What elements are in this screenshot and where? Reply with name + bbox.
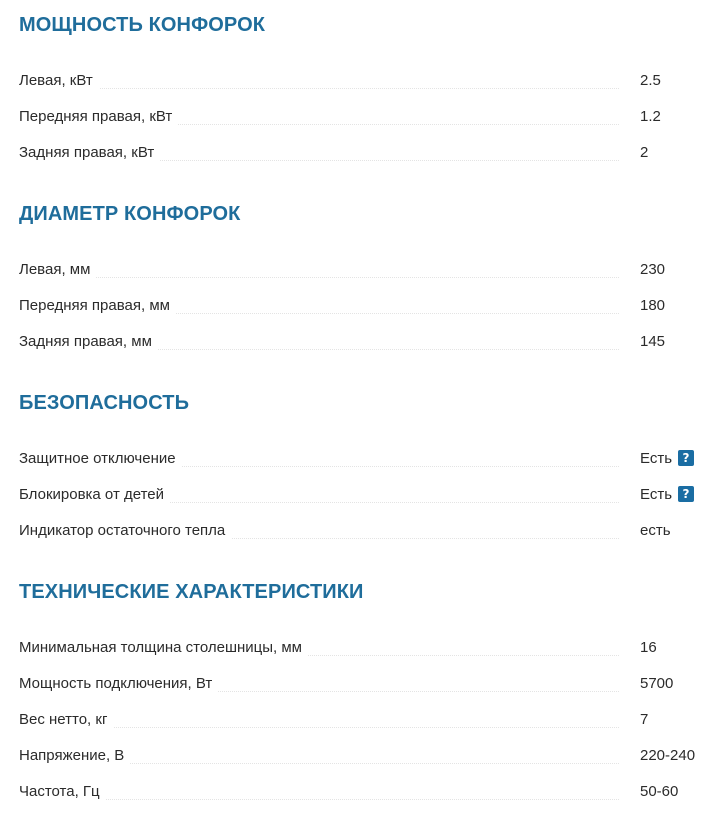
spec-value-with-help [640, 441, 694, 477]
section-title: ТЕХНИЧЕСКИЕ ХАРАКТЕРИСТИКИ [19, 581, 364, 603]
spec-label: Передняя правая, мм [19, 288, 176, 324]
spec-label: Индикатор остаточного тепла [19, 513, 231, 549]
spec-label: Левая, кВт [19, 63, 99, 99]
spec-value: Есть [640, 450, 673, 467]
spec-row [19, 666, 712, 702]
spec-label: Минимальная толщина столешницы, мм [19, 630, 308, 666]
spec-row [19, 702, 712, 738]
spec-label: Вес нетто, кг [19, 702, 113, 738]
question-mark-icon[interactable]: ? [678, 486, 694, 502]
spec-row [19, 738, 712, 774]
spec-label: Блокировка от детей [19, 477, 170, 513]
section-title: БЕЗОПАСНОСТЬ [19, 392, 190, 414]
dotted-leader [19, 277, 619, 278]
dotted-leader [19, 799, 619, 800]
spec-row [19, 774, 712, 810]
spec-row [19, 135, 712, 171]
spec-list [19, 63, 712, 171]
spec-label: Передняя правая, кВт [19, 99, 178, 135]
spec-row [19, 288, 712, 324]
spec-label: Задняя правая, кВт [19, 135, 160, 171]
spec-list [19, 630, 712, 810]
spec-label: Мощность подключения, Вт [19, 666, 218, 702]
spec-row [19, 99, 712, 135]
dotted-leader [19, 88, 619, 89]
question-mark-icon[interactable]: ? [678, 450, 694, 466]
spec-value: 220-240 [640, 747, 696, 764]
spec-row [19, 63, 712, 99]
spec-row [19, 630, 712, 666]
spec-value: 145 [640, 333, 666, 350]
spec-label: Задняя правая, мм [19, 324, 158, 360]
spec-label: Напряжение, В [19, 738, 130, 774]
section-burner-diameter [19, 202, 712, 360]
spec-row [19, 477, 712, 513]
spec-label: Защитное отключение [19, 441, 182, 477]
section-technical-specs [19, 580, 712, 810]
spec-row [19, 324, 712, 360]
spec-value-with-help [640, 477, 694, 513]
spec-row [19, 252, 712, 288]
spec-value: 5700 [640, 675, 674, 692]
spec-row [19, 441, 712, 477]
spec-list [19, 252, 712, 360]
spec-value: 180 [640, 297, 666, 314]
spec-value: есть [640, 522, 671, 539]
spec-value: 7 [640, 711, 649, 728]
section-title: МОЩНОСТЬ КОНФОРОК [19, 14, 266, 36]
spec-value: 16 [640, 639, 657, 656]
spec-label: Частота, Гц [19, 774, 106, 810]
spec-row [19, 513, 712, 549]
spec-value: Есть [640, 486, 673, 503]
spec-label: Левая, мм [19, 252, 96, 288]
spec-list [19, 441, 712, 549]
spec-value: 1.2 [640, 108, 661, 125]
spec-value: 2 [640, 144, 649, 161]
spec-value: 2.5 [640, 72, 661, 89]
section-title: ДИАМЕТР КОНФОРОК [19, 203, 241, 225]
spec-value: 50-60 [640, 783, 679, 800]
spec-value: 230 [640, 261, 666, 278]
section-safety [19, 391, 712, 549]
section-burner-power [19, 13, 712, 171]
